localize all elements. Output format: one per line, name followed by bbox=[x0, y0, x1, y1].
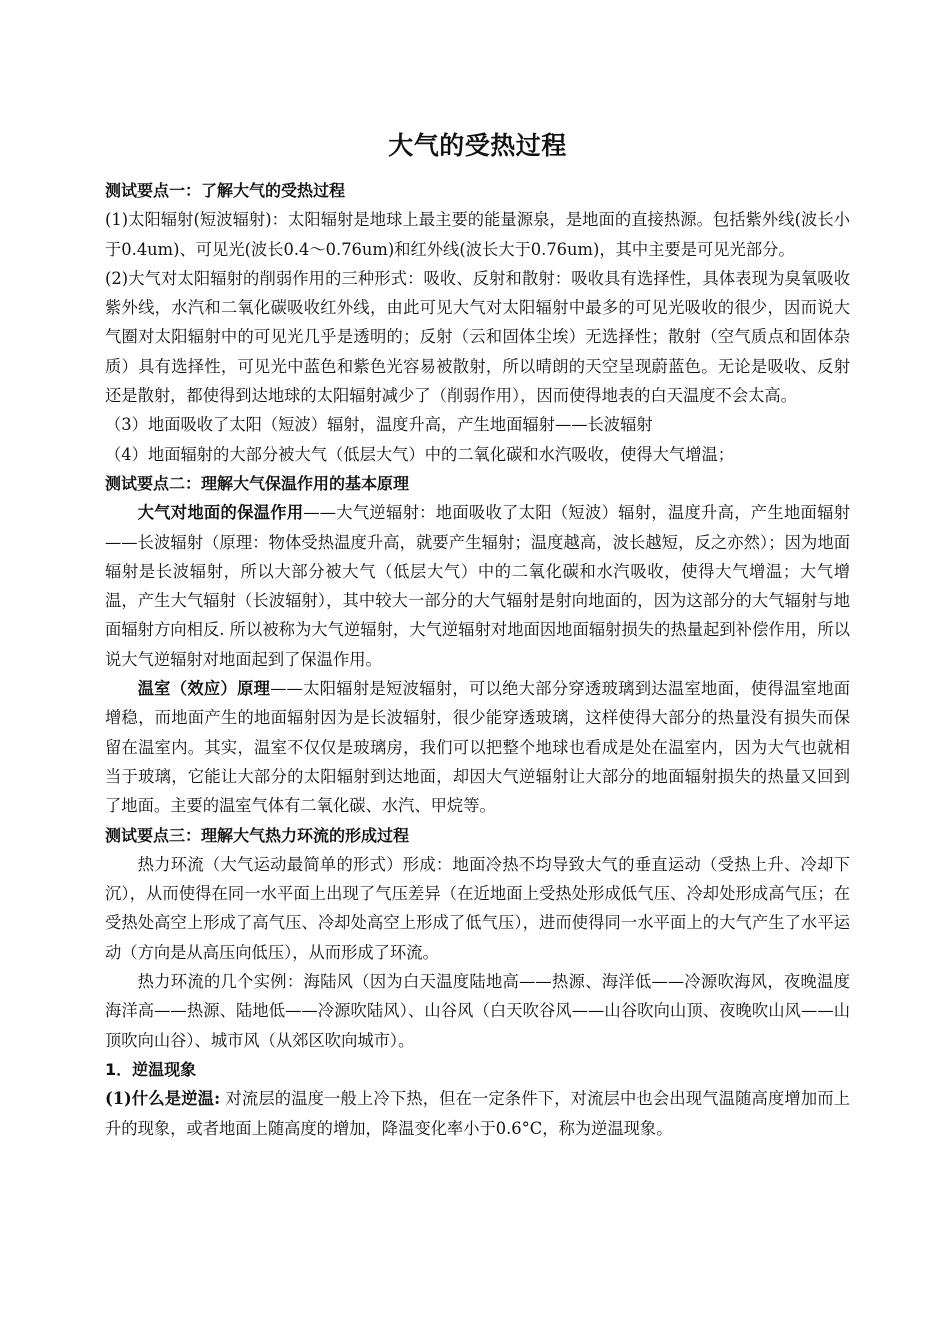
paragraph: 热力环流的几个实例：海陆风（因为白天温度陆地高——热源、海洋低——冷源吹海风，夜晚温度海洋高——热源、陆地低——冷源吹陆风）、山谷风（白天吹谷风——山谷吹向山顶、夜晚吹山风——山顶吹向山谷）、城市风（从郊区吹向城市）。 bbox=[105, 972, 850, 1050]
paragraph: (2)大气对太阳辐射的削弱作用的三种形式：吸收、反射和散射：吸收具有选择性，具体表现为臭氧吸收紫外线，水汽和二氧化碳吸收红外线，由此可见大气对太阳辐射中最多的可见光吸收的很少，因而说大气圈对太阳辐射中的可见光几乎是透明的；反射（云和固体尘埃）无选择性；散射（空气质点和固体杂质）具有选择性，可见光中蓝色和紫色光容易被散射，所以晴朗的天空呈现蔚蓝色。无论是吸收、反射还是散射，都使得到达地球的太阳辐射减少了（削弱作用），因而使得地表的白天温度不会太高。 bbox=[105, 268, 850, 406]
page-title: 大气的受热过程 bbox=[388, 131, 567, 160]
section-heading-3: 测试要点三：理解大气热力环流的形成过程 bbox=[105, 825, 410, 845]
section-heading-1: 测试要点一：了解大气的受热过程 bbox=[105, 181, 346, 200]
bold-term: (1)什么是逆温: bbox=[105, 1089, 221, 1109]
bold-term: 温室（效应）原理 bbox=[137, 679, 271, 699]
paragraph-text: 对流层的温度一般上冷下热，但在一定条件下，对流层中也会出现气温随高度增加而上升的现象，或者地面上随高度的增加，降温变化率小于0.6°C，称为逆温现象。 bbox=[105, 1089, 850, 1138]
paragraph: （3）地面吸收了太阳（短波）辐射，温度升高，产生地面辐射——长波辐射 bbox=[105, 415, 653, 435]
paragraph bbox=[105, 674, 850, 820]
paragraph: 热力环流（大气运动最简单的形式）形成：地面冷热不均导致大气的垂直运动（受热上升、冷却下沉），从而使得在同一水平面上出现了气压差异（在近地面上受热处形成低气压、冷却处形成高气压；在受热处高空上形成了高气压、冷却处高空上形成了低气压），进而使得同一水平面上的大气产生了水平运动（方向是从高压向低压），从而形成了环流。 bbox=[105, 854, 850, 962]
bold-term: 大气对地面的保温作用 bbox=[137, 503, 304, 523]
section-heading-2: 测试要点二：理解大气保温作用的基本原理 bbox=[105, 473, 410, 493]
paragraph-text: ——大气逆辐射：地面吸收了太阳（短波）辐射，温度升高，产生地面辐射——长波辐射（原理：物体受热温度升高，就要产生辐射；温度越高，波长越短，反之亦然）；因为地面辐射是长波辐射，所以大部分被大气（低层大气）中的二氧化碳和水汽吸收，使得大气增温；大气增温，产生大气辐射（长波辐射），其中较大一部分的大气辐射是射向地面的，因为这部分的大气辐射与地面辐射方向相反. 所以被称为大气逆辐射，大气逆辐射对地面因地面辐射损失的热量起到补偿作用，所以说大气逆辐射对地面起到了保温作用。 bbox=[105, 503, 850, 669]
document-page bbox=[105, 120, 850, 1143]
paragraph bbox=[105, 1084, 850, 1143]
section-heading-4: 1．逆温现象 bbox=[105, 1059, 197, 1079]
paragraph: （4）地面辐射的大部分被大气（低层大气）中的二氧化碳和水汽吸收，使得大气增温； bbox=[105, 444, 735, 464]
paragraph bbox=[105, 498, 850, 674]
paragraph-text: ——太阳辐射是短波辐射，可以绝大部分穿透玻璃到达温室地面，使得温室地面增稳，而地面产生的地面辐射因为是长波辐射，很少能穿透玻璃，这样使得大部分的热量没有损失而保留在温室内。其实，温室不仅仅是玻璃房，我们可以把整个地球也看成是处在温室内，因为大气也就相当于玻璃，它能让大部分的太阳辐射到达地面，却因大气逆辐射让大部分的地面辐射损失的热量又回到了地面。主要的温室气体有二氧化碳、水汽、甲烷等。 bbox=[105, 679, 850, 816]
paragraph: (1)太阳辐射(短波辐射)：太阳辐射是地球上最主要的能量源泉，是地面的直接热源。包括紫外线(波长小于0.4um)、可见光(波长0.4～0.76um)和红外线(波长大于0.76um)，其中主要是可见光部分。 bbox=[105, 210, 850, 259]
